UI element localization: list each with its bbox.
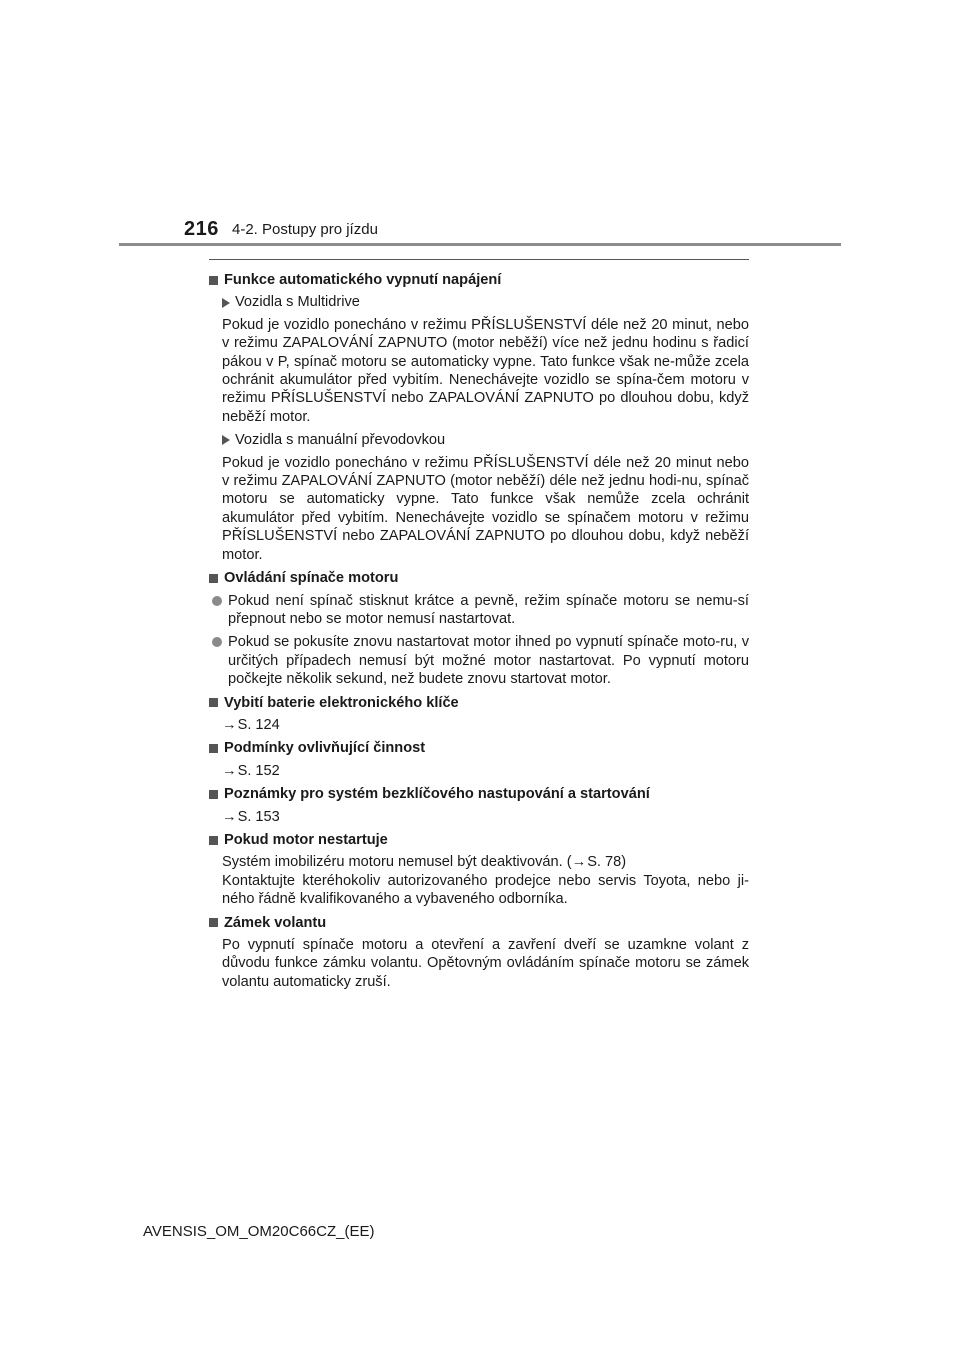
square-bullet-icon xyxy=(209,574,218,583)
page-reference-text: S. 78) xyxy=(587,854,627,871)
content-top-rule xyxy=(209,259,749,260)
paragraph-text: Systém imobilizéru motoru nemusel být deaktivován. ( xyxy=(222,854,572,871)
section-heading-text: Podmínky ovlivňující činnost xyxy=(224,740,426,757)
section-heading-text: Poznámky pro systém bezklíčového nastupování a startování xyxy=(224,786,650,803)
paragraph: Po vypnutí spínače motoru a otevření a zavření dveří se uzamkne volant z důvodu funkce zámku volantu. Opětovným ovládáním spínače motoru se zámek volantu automaticky zruší. xyxy=(222,937,749,990)
page-number: 216 xyxy=(184,218,219,240)
bullet-text: Pokud není spínač stisknut krátce a pevně, režim spínače motoru se nemu-sí přepnout nebo se motor nemusí nastartovat. xyxy=(228,592,749,627)
subheading-text: Vozidla s manuální převodovkou xyxy=(235,432,446,449)
content xyxy=(209,266,749,996)
section-engine-switch xyxy=(209,569,749,688)
page-reference xyxy=(209,716,749,734)
section-auto-power-off xyxy=(209,271,749,564)
square-bullet-icon xyxy=(209,836,218,845)
section-heading-text: Funkce automatického vypnutí napájení xyxy=(224,272,502,288)
section-keyless-notes xyxy=(209,785,749,826)
page-reference-text: S. 153 xyxy=(237,808,280,825)
paragraph: Pokud je vozidlo ponecháno v režimu PŘÍSLUŠENSTVÍ déle než 20 minut, nebo v režimu ZAPALOVÁNÍ ZAPNUTO (motor neběží) více než jednu hodinu s řadicí pákou v P, spínač motoru se automaticky vypne. Tato funkce však ne-může zcela ochránit akumulátor před vybitím. Nenechávejte vozidlo se spína-čem motoru v režimu PŘÍSLUŠENSTVÍ nebo ZAPALOVÁNÍ ZAPNUTO po dlouhou dobu, když neběží motor. xyxy=(222,316,749,425)
paragraph: Pokud je vozidlo ponecháno v režimu PŘÍSLUŠENSTVÍ déle než 20 minut nebo v režimu ZAPALOVÁNÍ ZAPNUTO (motor neběží) déle než jednu hodi-nu, spínač motoru se automaticky vypne. Tato funkce však nemůže zcela ochránit akumulátor před vybitím. Nenechávejte vozidlo se spínačem motoru v režimu PŘÍSLUŠENSTVÍ nebo ZAPALOVÁNÍ ZAPNUTO po dlouhou dobu, když neběží motor. xyxy=(222,454,749,563)
section-heading xyxy=(209,569,749,587)
subheading xyxy=(209,293,749,311)
header-rule xyxy=(119,243,841,246)
subheading xyxy=(209,431,749,449)
section-heading-text: Vybití baterie elektronického klíče xyxy=(224,694,459,711)
page-reference-text: S. 152 xyxy=(237,762,280,779)
bullet-item xyxy=(209,633,749,688)
section-conditions xyxy=(209,739,749,780)
section-heading-text: Zámek volantu xyxy=(224,914,327,931)
arrow-right-icon: → xyxy=(222,762,237,779)
section-key-battery xyxy=(209,694,749,735)
triangle-right-icon xyxy=(222,435,230,445)
paragraph xyxy=(209,853,749,871)
section-heading xyxy=(209,914,749,932)
bullet-text: Pokud se pokusíte znovu nastartovat motor ihned po vypnutí spínače moto-ru, v určitých případech nemusí být možné motor nastartovat. Po vypnutí motoru počkejte několik sekund, než budete znovu startovat motor. xyxy=(228,634,749,688)
subheading-text: Vozidla s Multidrive xyxy=(235,294,360,311)
section-heading xyxy=(209,785,749,803)
arrow-right-icon: → xyxy=(222,808,237,825)
footer-document-code: AVENSIS_OM_OM20C66CZ_(EE) xyxy=(143,1223,375,1240)
section-heading xyxy=(209,739,749,757)
triangle-right-icon xyxy=(222,298,230,308)
section-heading xyxy=(209,831,749,849)
circle-bullet-icon xyxy=(212,637,222,647)
arrow-right-icon: → xyxy=(222,716,237,733)
circle-bullet-icon xyxy=(212,596,222,606)
square-bullet-icon xyxy=(209,918,218,927)
paragraph: Kontaktujte kteréhokoliv autorizovaného prodejce nebo servis Toyota, nebo ji-ného řádně kvalifikovaného a vybaveného odborníka. xyxy=(222,872,749,908)
page-reference xyxy=(209,762,749,780)
page-reference-text: S. 124 xyxy=(237,716,280,733)
section-heading xyxy=(209,271,749,289)
square-bullet-icon xyxy=(209,790,218,799)
section-heading xyxy=(209,694,749,712)
chapter-title: 4-2. Postupy pro jízdu xyxy=(232,221,378,238)
section-heading-text: Pokud motor nestartuje xyxy=(224,831,388,848)
section-heading-text: Ovládání spínače motoru xyxy=(224,570,399,587)
square-bullet-icon xyxy=(209,744,218,753)
square-bullet-icon xyxy=(209,698,218,707)
page-reference xyxy=(209,808,749,826)
arrow-right-icon: → xyxy=(571,854,587,871)
section-engine-not-starting xyxy=(209,831,749,909)
square-bullet-icon xyxy=(209,276,218,285)
bullet-item xyxy=(209,592,749,629)
section-steering-lock xyxy=(209,914,749,992)
